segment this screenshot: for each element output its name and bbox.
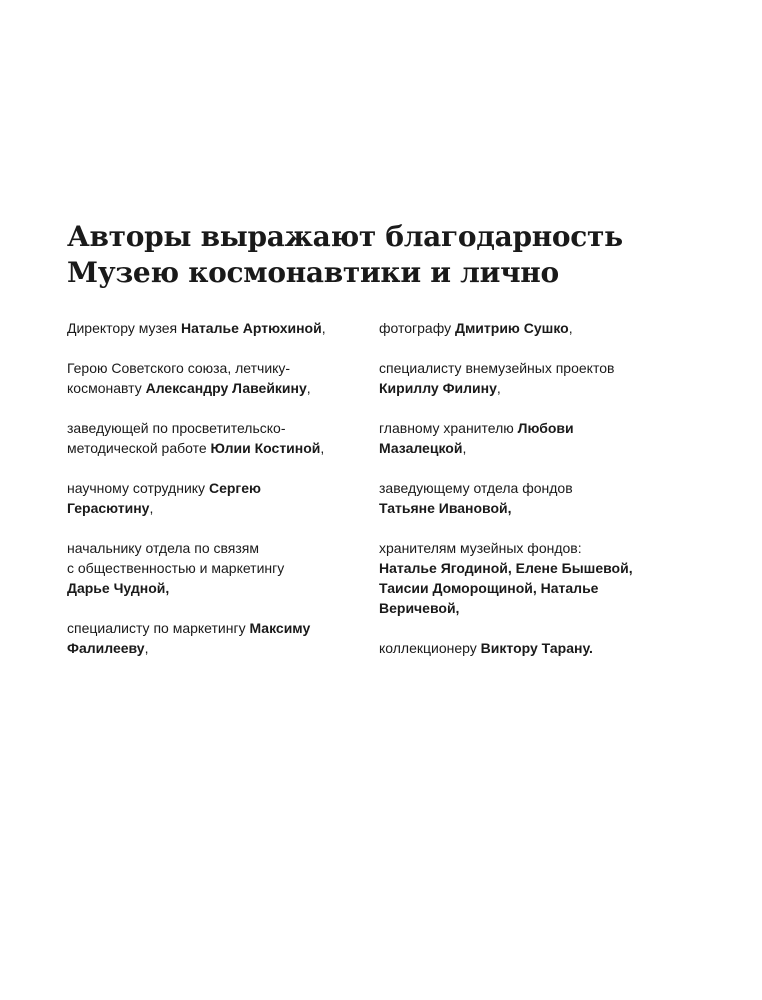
- heading-line-2: Музею космонавтики и лично: [67, 256, 559, 289]
- role-text: заведующей по просветительско-: [67, 420, 286, 436]
- person-name: Наталье Ягодиной, Елене Бышевой,: [379, 560, 633, 576]
- role-text: Директору музея: [67, 320, 182, 336]
- role-text: ,: [321, 320, 326, 336]
- entry-line: [379, 358, 699, 378]
- role-text: ,: [144, 640, 149, 656]
- acknowledgement-entry: [67, 618, 367, 658]
- role-text: ,: [496, 380, 501, 396]
- acknowledgement-entry: [379, 638, 699, 658]
- left-column: [67, 318, 367, 678]
- person-name: Любови: [517, 420, 574, 436]
- role-text: ,: [462, 440, 467, 456]
- heading-line-1: Авторы выражают благодарность: [67, 220, 623, 253]
- person-name: Максиму: [249, 620, 311, 636]
- acknowledgement-entry: [67, 418, 367, 458]
- person-name: Герасютину: [67, 500, 150, 516]
- acknowledgement-entry: [379, 478, 699, 518]
- role-text: ,: [149, 500, 154, 516]
- person-name: Мазалецкой: [379, 440, 463, 456]
- acknowledgement-entry: [67, 358, 367, 398]
- acknowledgement-entry: [67, 538, 367, 598]
- role-text: начальнику отдела по связям: [67, 540, 259, 556]
- acknowledgement-entry: [379, 318, 699, 338]
- entry-line: [67, 498, 367, 518]
- entry-line: [67, 318, 367, 338]
- entry-line: [379, 498, 699, 518]
- person-name: Наталье Артюхиной: [181, 320, 322, 336]
- acknowledgement-entry: [379, 538, 699, 618]
- right-column: [379, 318, 699, 678]
- person-name: Виктору Тарану.: [480, 640, 593, 656]
- acknowledgement-entry: [379, 418, 699, 458]
- entry-line: [67, 538, 367, 558]
- entry-line: [67, 638, 367, 658]
- role-text: космонавту: [67, 380, 146, 396]
- role-text: ,: [568, 320, 573, 336]
- entry-line: [379, 438, 699, 458]
- role-text: научному сотруднику: [67, 480, 209, 496]
- acknowledgement-entry: [379, 358, 699, 398]
- person-name: Фалилееву: [67, 640, 145, 656]
- entry-line: [379, 558, 699, 578]
- person-name: Дмитрию Сушко: [454, 320, 569, 336]
- page-heading: [67, 219, 707, 291]
- role-text: заведующему отдела фондов: [379, 480, 573, 496]
- entry-line: [67, 558, 367, 578]
- person-name: Татьяне Ивановой,: [379, 500, 512, 516]
- person-name: Александру Лавейкину: [145, 380, 307, 396]
- role-text: главному хранителю: [379, 420, 518, 436]
- person-name: Юлии Костиной: [210, 440, 321, 456]
- person-name: Таисии Доморощиной, Наталье: [379, 580, 599, 596]
- acknowledgement-entry: [67, 478, 367, 518]
- entry-line: [379, 598, 699, 618]
- role-text: хранителям музейных фондов:: [379, 540, 582, 556]
- entry-line: [379, 538, 699, 558]
- entry-line: [67, 438, 367, 458]
- entry-line: [67, 478, 367, 498]
- role-text: специалисту внемузейных проектов: [379, 360, 615, 376]
- entry-line: [67, 578, 367, 598]
- entry-line: [67, 618, 367, 638]
- entry-line: [67, 418, 367, 438]
- role-text: с общественностью и маркетингу: [67, 560, 285, 576]
- person-name: Кириллу Филину: [379, 380, 497, 396]
- role-text: ,: [306, 380, 311, 396]
- role-text: Герою Советского союза, летчику-: [67, 360, 291, 376]
- entry-line: [67, 378, 367, 398]
- entry-line: [67, 358, 367, 378]
- role-text: методической работе: [67, 440, 211, 456]
- person-name: Дарье Чудной,: [67, 580, 170, 596]
- acknowledgement-entry: [67, 318, 367, 338]
- role-text: специалисту по маркетингу: [67, 620, 250, 636]
- role-text: фотографу: [379, 320, 455, 336]
- entry-line: [379, 418, 699, 438]
- role-text: коллекционеру: [379, 640, 481, 656]
- role-text: ,: [320, 440, 325, 456]
- entry-line: [379, 638, 699, 658]
- person-name: Веричевой,: [379, 600, 460, 616]
- entry-line: [379, 578, 699, 598]
- entry-line: [379, 478, 699, 498]
- entry-line: [379, 378, 699, 398]
- entry-line: [379, 318, 699, 338]
- person-name: Сергею: [208, 480, 261, 496]
